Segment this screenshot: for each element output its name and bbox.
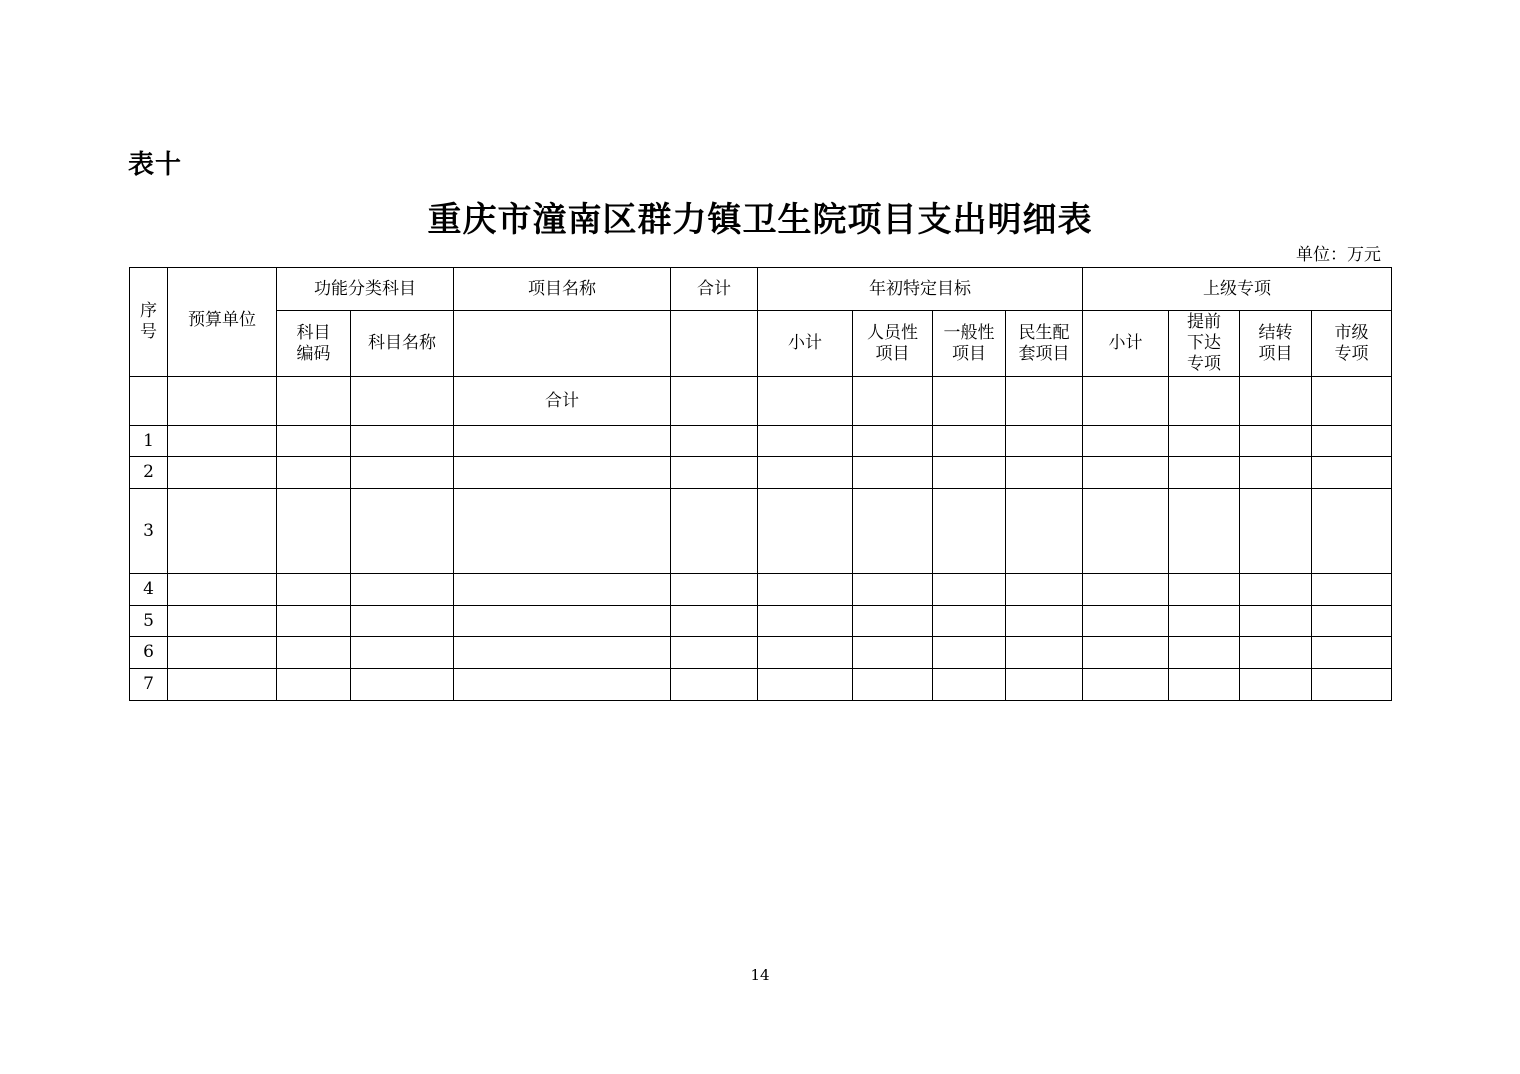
row-cell <box>454 637 671 669</box>
row-cell <box>853 637 933 669</box>
row-cell <box>277 606 351 637</box>
row-cell <box>1083 426 1169 457</box>
row-cell <box>277 669 351 701</box>
table-row <box>130 426 1392 457</box>
row-cell <box>1240 606 1312 637</box>
row-cell <box>277 426 351 457</box>
table-row <box>130 637 1392 669</box>
row-cell <box>351 574 454 606</box>
row-cell <box>853 426 933 457</box>
row-cell <box>933 574 1006 606</box>
row-cell <box>1312 426 1392 457</box>
row-seq: 7 <box>130 669 168 701</box>
row-cell <box>168 606 277 637</box>
row-cell <box>168 457 277 489</box>
row-cell <box>933 426 1006 457</box>
row-seq: 6 <box>130 637 168 669</box>
page-number: 14 <box>750 966 770 984</box>
row-cell <box>671 426 758 457</box>
row-cell <box>1240 426 1312 457</box>
header-carryover-project: 结转项目 <box>1240 311 1312 377</box>
header-seq: 序号 <box>130 268 168 377</box>
row-cell <box>351 606 454 637</box>
row-cell <box>1169 457 1240 489</box>
table-row <box>130 669 1392 701</box>
row-cell <box>454 669 671 701</box>
row-cell <box>351 669 454 701</box>
row-cell <box>1169 637 1240 669</box>
row-cell <box>1006 489 1083 574</box>
row-cell <box>671 606 758 637</box>
row-cell <box>168 574 277 606</box>
header-personnel-project: 人员性项目 <box>853 311 933 377</box>
row-cell <box>671 489 758 574</box>
row-cell <box>933 489 1006 574</box>
row-cell <box>1312 606 1392 637</box>
row-cell <box>454 426 671 457</box>
row-seq: 5 <box>130 606 168 637</box>
table-row <box>130 457 1392 489</box>
header-general-project: 一般性项目 <box>933 311 1006 377</box>
row-cell <box>1006 426 1083 457</box>
header-annual-target: 年初特定目标 <box>758 268 1083 311</box>
row-cell <box>454 457 671 489</box>
total-row-label: 合计 <box>454 377 671 426</box>
header-superior-special: 上级专项 <box>1083 268 1392 311</box>
row-cell <box>351 457 454 489</box>
row-cell <box>351 637 454 669</box>
row-cell <box>853 489 933 574</box>
row-cell <box>1169 574 1240 606</box>
row-cell <box>1006 637 1083 669</box>
row-cell <box>1312 637 1392 669</box>
table-row <box>130 606 1392 637</box>
header-total-blank <box>671 311 758 377</box>
row-cell <box>1169 606 1240 637</box>
header-project-name: 项目名称 <box>454 268 671 311</box>
row-cell <box>1083 669 1169 701</box>
row-cell <box>168 637 277 669</box>
row-cell <box>1312 489 1392 574</box>
row-cell <box>1006 606 1083 637</box>
table-row <box>130 574 1392 606</box>
table-label: 表十 <box>128 150 183 180</box>
row-cell <box>1240 489 1312 574</box>
row-cell <box>454 606 671 637</box>
header-budget-unit: 预算单位 <box>168 268 277 377</box>
project-expenditure-table <box>129 267 1392 701</box>
row-cell <box>1169 426 1240 457</box>
row-cell <box>1312 574 1392 606</box>
row-cell <box>853 606 933 637</box>
row-seq: 3 <box>130 489 168 574</box>
row-cell <box>1169 489 1240 574</box>
row-cell <box>933 637 1006 669</box>
row-cell <box>1240 457 1312 489</box>
row-cell <box>1240 669 1312 701</box>
document-title: 重庆市潼南区群力镇卫生院项目支出明细表 <box>427 200 1093 240</box>
row-cell <box>454 489 671 574</box>
row-cell <box>758 669 853 701</box>
row-cell <box>933 606 1006 637</box>
row-cell <box>277 489 351 574</box>
row-cell <box>1083 489 1169 574</box>
row-cell <box>1312 669 1392 701</box>
row-cell <box>168 426 277 457</box>
row-cell <box>853 669 933 701</box>
row-cell <box>1006 669 1083 701</box>
row-cell <box>277 574 351 606</box>
header-annual-subtotal: 小计 <box>758 311 853 377</box>
row-cell <box>1006 574 1083 606</box>
total-row <box>130 377 1392 426</box>
row-cell <box>853 457 933 489</box>
row-cell <box>1169 669 1240 701</box>
unit-label: 单位：万元 <box>1296 245 1381 265</box>
row-cell <box>454 574 671 606</box>
row-cell <box>758 457 853 489</box>
data-rows <box>130 426 1392 701</box>
row-cell <box>1006 457 1083 489</box>
row-cell <box>933 457 1006 489</box>
row-cell <box>758 426 853 457</box>
header-project-name-blank <box>454 311 671 377</box>
row-seq: 1 <box>130 426 168 457</box>
row-cell <box>1083 574 1169 606</box>
row-cell <box>671 637 758 669</box>
row-cell <box>758 489 853 574</box>
header-subject-code: 科目编码 <box>277 311 351 377</box>
header-superior-subtotal: 小计 <box>1083 311 1169 377</box>
header-subject-name: 科目名称 <box>351 311 454 377</box>
row-seq: 2 <box>130 457 168 489</box>
table-row <box>130 489 1392 574</box>
row-cell <box>671 457 758 489</box>
row-seq: 4 <box>130 574 168 606</box>
row-cell <box>1083 637 1169 669</box>
header-city-special: 市级专项 <box>1312 311 1392 377</box>
row-cell <box>853 574 933 606</box>
row-cell <box>758 637 853 669</box>
row-cell <box>168 669 277 701</box>
header-advance-special: 提前下达专项 <box>1169 311 1240 377</box>
header-livelihood-project: 民生配套项目 <box>1006 311 1083 377</box>
row-cell <box>351 489 454 574</box>
row-cell <box>933 669 1006 701</box>
row-cell <box>1083 606 1169 637</box>
row-cell <box>1240 637 1312 669</box>
row-cell <box>671 574 758 606</box>
header-func-class: 功能分类科目 <box>277 268 454 311</box>
header-total: 合计 <box>671 268 758 311</box>
row-cell <box>351 426 454 457</box>
row-cell <box>1083 457 1169 489</box>
row-cell <box>1240 574 1312 606</box>
row-cell <box>671 669 758 701</box>
row-cell <box>758 606 853 637</box>
row-cell <box>168 489 277 574</box>
row-cell <box>1312 457 1392 489</box>
row-cell <box>277 637 351 669</box>
header-row-1 <box>130 268 1392 311</box>
row-cell <box>758 574 853 606</box>
row-cell <box>277 457 351 489</box>
header-row-2 <box>130 311 1392 377</box>
